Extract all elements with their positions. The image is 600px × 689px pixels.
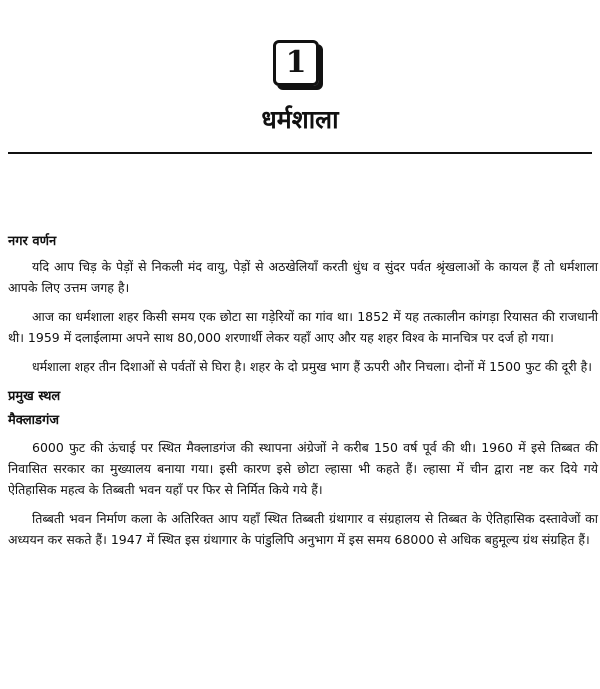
- paragraph: 6000 फुट की ऊंचाई पर स्थित मैक्लाडगंज की स्थापना अंग्रेजों ने करीब 150 वर्ष पूर्व की थी। 1960 में इसे तिब्बत की निवासित सरकार का मुख्यालय बनाया गया। इसी कारण इसे छोटा ल्हासा भी कहते हैं। ल्हासा में चीन द्वारा नष्ट कर दिये गये ऐतिहासिक महत्व के तिब्बती भवन यहाँ पर फिर से निर्मित किये गये हैं।: [8, 440, 598, 497]
- page-body: [8, 232, 598, 558]
- section-heading-city-description: नगर वर्णन: [8, 234, 57, 249]
- paragraph: आज का धर्मशाला शहर किसी समय एक छोटा सा गड़ेरियों का गांव था। 1852 में यह तत्कालीन कांगड़ा रियासत की राजधानी थी। 1959 में दलाईलामा अपने साथ 80,000 शरणार्थी लेकर यहाँ आए और यह शहर विश्व के मानचित्र पर दर्ज हो गया।: [8, 309, 598, 345]
- chapter-number-badge: [273, 40, 319, 86]
- paragraph: यदि आप चिड़ के पेड़ों से निकली मंद वायु, पेड़ों से अठखेलियाँ करती धुंध व सुंदर पर्वत श्रृंखलाओं के कायल हैं तो धर्मशाला आपके लिए उत्तम जगह है।: [8, 259, 598, 295]
- title-divider: [8, 152, 592, 154]
- chapter-number: 1: [285, 45, 307, 80]
- section-heading-main-places: प्रमुख स्थल: [8, 389, 61, 404]
- subsection-heading-mcleodganj: मैक्लाडगंज: [8, 413, 59, 428]
- chapter-title: धर्मशाला: [261, 105, 339, 134]
- paragraph: धर्मशाला शहर तीन दिशाओं से पर्वतों से घिरा है। शहर के दो प्रमुख भाग हैं ऊपरी और निचला। दोनों में 1500 फुट की दूरी है।: [32, 359, 593, 374]
- paragraph: तिब्बती भवन निर्माण कला के अतिरिक्त आप यहाँ स्थित तिब्बती ग्रंथागार व संग्रहालय से तिब्बत के ऐतिहासिक दस्तावेजों का अध्ययन कर सकते हैं। 1947 में स्थित इस ग्रंथागार के पांडुलिपि अनुभाग में इस समय 68000 से अधिक बहुमूल्य ग्रंथ संग्रहित हैं।: [8, 511, 598, 547]
